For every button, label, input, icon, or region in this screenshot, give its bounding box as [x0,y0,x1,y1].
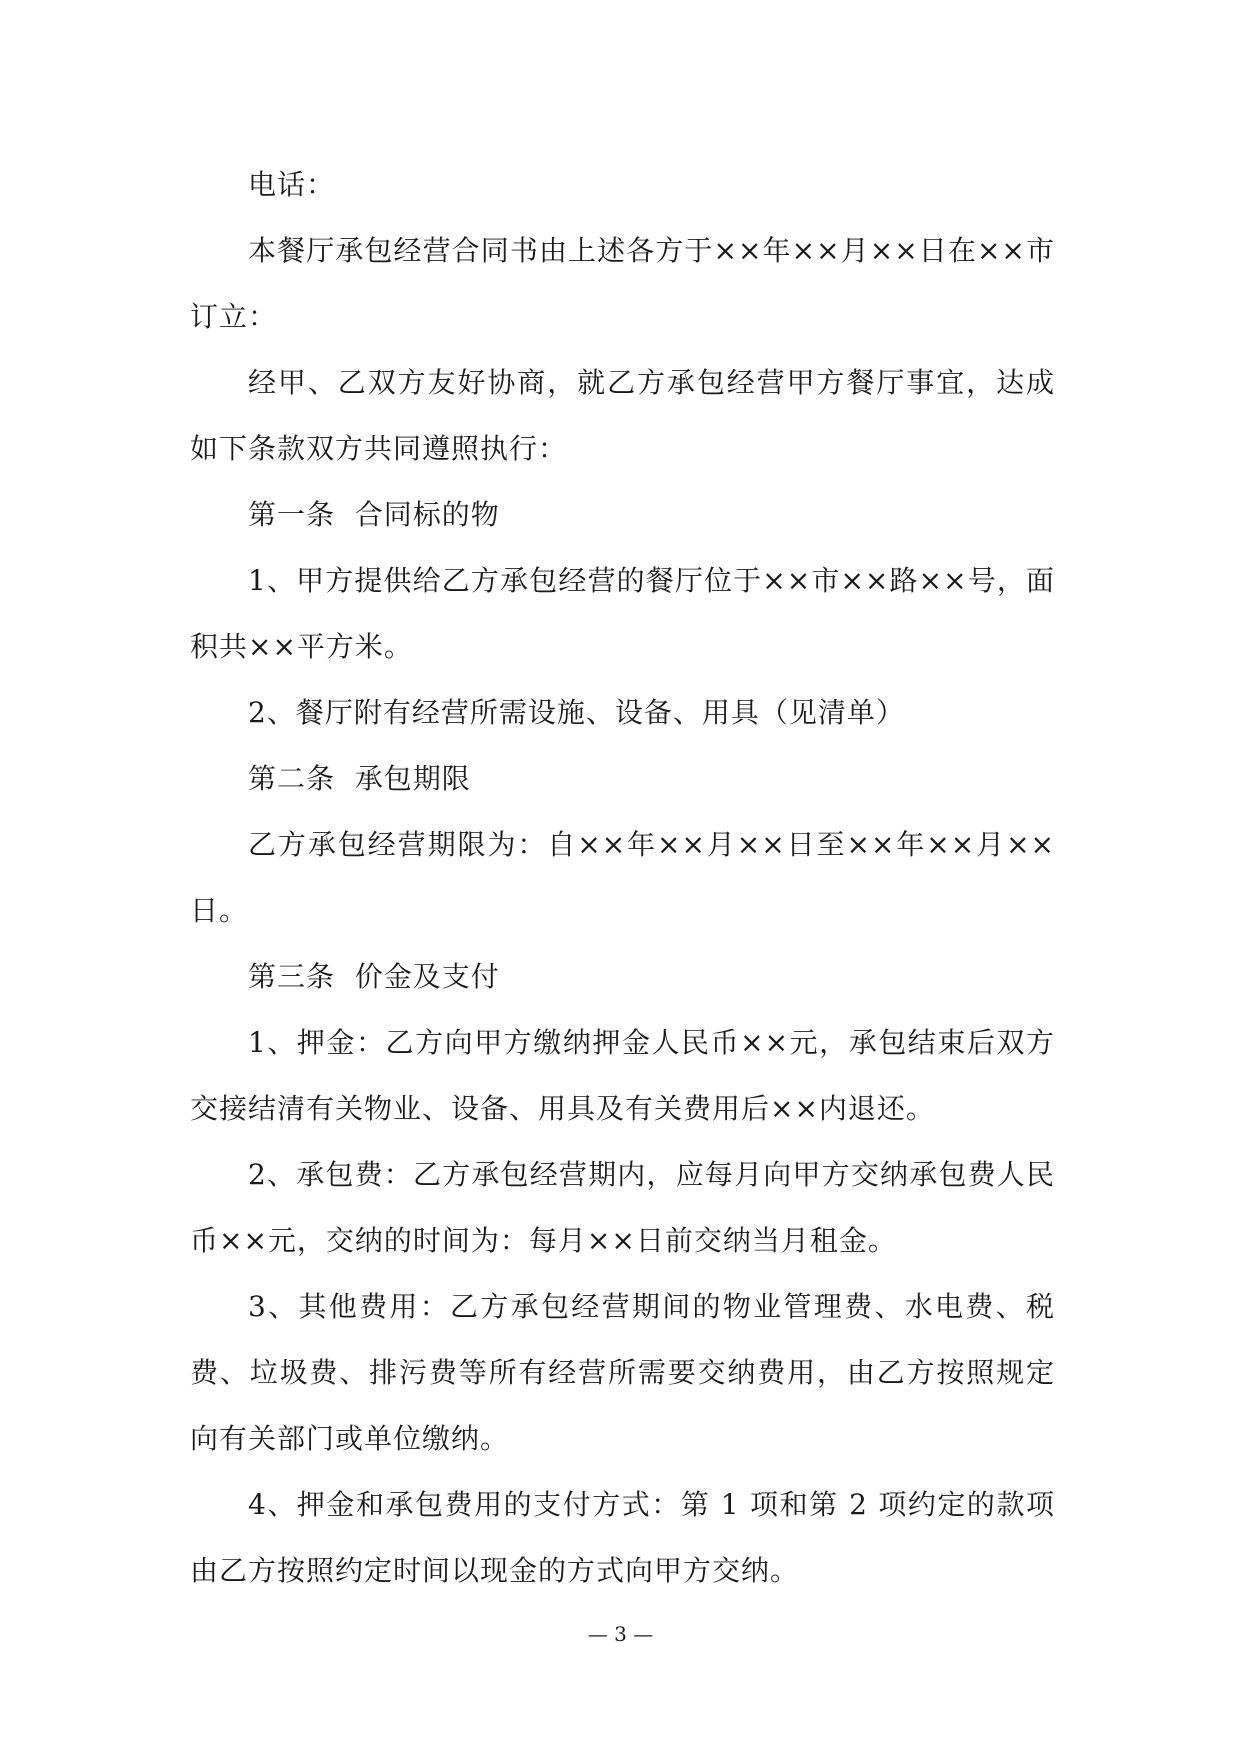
article-1-heading: 第一条 合同标的物 [248,498,500,531]
article-3-item-1: 1、押金：乙方向甲方缴纳押金人民币××元，承包结束后双方交接结清有关物业、设备、用具及有关费用后××内退还。 [190,1026,1055,1125]
paragraph-phone: 电话： [248,168,336,201]
article-3-heading: 第三条 价金及支付 [248,960,500,993]
article-2-term: 乙方承包经营期限为：自××年××月××日至××年××月××日。 [190,828,1055,927]
article-1-item-2: 2、餐厅附有经营所需设施、设备、用具（见清单） [248,696,905,729]
article-3-item-2: 2、承包费：乙方承包经营期内，应每月向甲方交纳承包费人民币××元，交纳的时间为：每月××日前交纳当月租金。 [190,1158,1055,1257]
article-3-item-4: 4、押金和承包费用的支付方式：第 1 项和第 2 项约定的款项由乙方按照约定时间以现金的方式向甲方交纳。 [190,1488,1055,1587]
paragraph-signing: 本餐厅承包经营合同书由上述各方于××年××月××日在××市订立： [190,234,1055,333]
page-number: — 3 — [587,1622,654,1646]
article-2-heading: 第二条 承包期限 [248,762,471,795]
article-3-item-3: 3、其他费用：乙方承包经营期间的物业管理费、水电费、税费、垃圾费、排污费等所有经营所需要交纳费用，由乙方按照规定向有关部门或单位缴纳。 [190,1290,1055,1455]
document-body [190,152,1055,1604]
paragraph-agreement: 经甲、乙双方友好协商，就乙方承包经营甲方餐厅事宜，达成如下条款双方共同遵照执行： [190,366,1055,465]
article-1-item-1: 1、甲方提供给乙方承包经营的餐厅位于××市××路××号，面积共××平方米。 [190,564,1055,663]
